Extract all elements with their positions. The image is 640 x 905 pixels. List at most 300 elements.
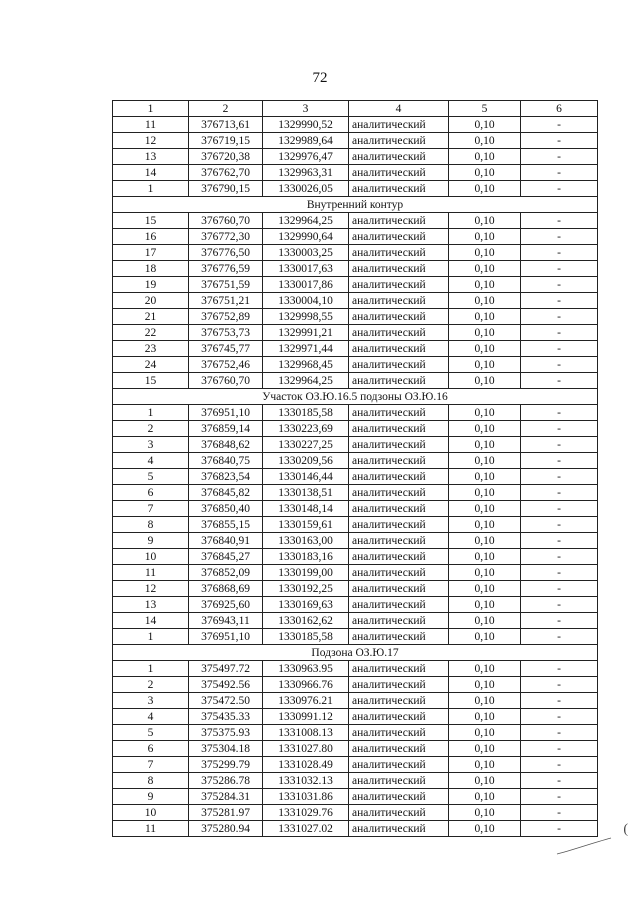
cell-col-6: -: [521, 501, 598, 517]
cell-col-4: аналитический: [349, 677, 449, 693]
cell-col-4: аналитический: [349, 245, 449, 261]
table-row: [113, 613, 598, 629]
table-row: [113, 469, 598, 485]
cell-col-4: аналитический: [349, 501, 449, 517]
cell-col-6: -: [521, 453, 598, 469]
cell-col-1: 4: [113, 709, 189, 725]
cell-col-2: 376745,77: [189, 341, 263, 357]
cell-col-3: 1331028.49: [263, 757, 349, 773]
cell-col-2: 375304.18: [189, 741, 263, 757]
table-row: [113, 421, 598, 437]
cell-col-2: 375497.72: [189, 661, 263, 677]
cell-col-1: 3: [113, 693, 189, 709]
cell-col-4: аналитический: [349, 629, 449, 645]
cell-col-5: 0,10: [449, 485, 521, 501]
cell-col-6: -: [521, 805, 598, 821]
cell-col-5: 0,10: [449, 805, 521, 821]
section-title: Подзона ОЗ.Ю.17: [113, 645, 598, 661]
table-row: [113, 581, 598, 597]
cell-col-4: аналитический: [349, 213, 449, 229]
cell-col-1: 12: [113, 133, 189, 149]
cell-col-5: 0,10: [449, 261, 521, 277]
cell-col-2: 375284.31: [189, 789, 263, 805]
cell-col-2: 375299.79: [189, 757, 263, 773]
cell-col-3: 1329991,21: [263, 325, 349, 341]
table-row: [113, 517, 598, 533]
cell-col-3: 1330223,69: [263, 421, 349, 437]
cell-col-2: 375492.56: [189, 677, 263, 693]
cell-col-1: 1: [113, 101, 189, 117]
cell-col-5: 0,10: [449, 165, 521, 181]
table-row: [113, 117, 598, 133]
cell-col-3: 1330185,58: [263, 405, 349, 421]
cell-col-2: 376951,10: [189, 405, 263, 421]
cell-col-6: -: [521, 725, 598, 741]
cell-col-1: 13: [113, 597, 189, 613]
cell-col-5: 0,10: [449, 757, 521, 773]
cell-col-1: 11: [113, 821, 189, 837]
cell-col-6: -: [521, 581, 598, 597]
cell-col-1: 1: [113, 661, 189, 677]
cell-col-2: 376845,27: [189, 549, 263, 565]
table-row: [113, 165, 598, 181]
section-row-plot: [113, 389, 598, 405]
cell-col-1: 7: [113, 501, 189, 517]
cell-col-5: 0,10: [449, 725, 521, 741]
coordinates-table: [112, 100, 598, 837]
cell-col-5: 0,10: [449, 661, 521, 677]
cell-col-4: аналитический: [349, 341, 449, 357]
cell-col-5: 0,10: [449, 309, 521, 325]
cell-col-6: -: [521, 437, 598, 453]
cell-col-1: 4: [113, 453, 189, 469]
cell-col-5: 0,10: [449, 821, 521, 837]
cell-col-6: -: [521, 405, 598, 421]
cell-col-6: -: [521, 245, 598, 261]
cell-col-1: 17: [113, 245, 189, 261]
cell-col-6: -: [521, 213, 598, 229]
cell-col-4: аналитический: [349, 757, 449, 773]
cell-col-2: 375280.94: [189, 821, 263, 837]
cell-col-6: -: [521, 565, 598, 581]
cell-col-6: -: [521, 773, 598, 789]
cell-col-6: -: [521, 341, 598, 357]
cell-col-5: 0,10: [449, 581, 521, 597]
cell-col-2: 376753,73: [189, 325, 263, 341]
cell-col-2: 376943,11: [189, 613, 263, 629]
cell-col-2: 376845,82: [189, 485, 263, 501]
cell-col-4: аналитический: [349, 229, 449, 245]
cell-col-3: 1330138,51: [263, 485, 349, 501]
cell-col-1: 1: [113, 405, 189, 421]
cell-col-4: аналитический: [349, 277, 449, 293]
cell-col-4: аналитический: [349, 165, 449, 181]
cell-col-3: 1329968,45: [263, 357, 349, 373]
cell-col-4: аналитический: [349, 373, 449, 389]
cell-col-2: 376859,14: [189, 421, 263, 437]
cell-col-3: 1330163,00: [263, 533, 349, 549]
cell-col-4: аналитический: [349, 325, 449, 341]
page-number: 72: [312, 70, 328, 86]
cell-col-5: 0,10: [449, 277, 521, 293]
cell-col-4: аналитический: [349, 773, 449, 789]
cell-col-5: 0,10: [449, 469, 521, 485]
cell-col-4: аналитический: [349, 453, 449, 469]
cell-col-1: 9: [113, 533, 189, 549]
cell-col-6: -: [521, 117, 598, 133]
cell-col-2: 376823,54: [189, 469, 263, 485]
cell-col-6: -: [521, 357, 598, 373]
cell-col-3: 1330183,16: [263, 549, 349, 565]
cell-col-3: 1330199,00: [263, 565, 349, 581]
cell-col-3: 1329998,55: [263, 309, 349, 325]
table-row: [113, 677, 598, 693]
cell-col-5: 0,10: [449, 117, 521, 133]
cell-col-4: аналитический: [349, 533, 449, 549]
cell-col-3: 1330169,63: [263, 597, 349, 613]
cell-col-1: 6: [113, 485, 189, 501]
cell-col-1: 9: [113, 789, 189, 805]
table-row: [113, 789, 598, 805]
signature-mark: [555, 836, 615, 858]
cell-col-4: аналитический: [349, 565, 449, 581]
cell-col-4: аналитический: [349, 821, 449, 837]
cell-col-6: -: [521, 373, 598, 389]
cell-col-3: 1329990,52: [263, 117, 349, 133]
cell-col-4: аналитический: [349, 693, 449, 709]
cell-col-4: аналитический: [349, 181, 449, 197]
cell-col-3: 1329990,64: [263, 229, 349, 245]
cell-col-3: 1330209,56: [263, 453, 349, 469]
table-row: [113, 181, 598, 197]
cell-col-4: аналитический: [349, 789, 449, 805]
cell-col-6: -: [521, 325, 598, 341]
section-title: Внутренний контур: [113, 197, 598, 213]
cell-col-5: 0,10: [449, 453, 521, 469]
cell-col-5: 0,10: [449, 149, 521, 165]
cell-col-1: 10: [113, 805, 189, 821]
cell-col-1: 14: [113, 165, 189, 181]
cell-col-6: -: [521, 149, 598, 165]
cell-col-4: аналитический: [349, 309, 449, 325]
cell-col-2: 376752,89: [189, 309, 263, 325]
cell-col-5: 0,10: [449, 549, 521, 565]
cell-col-2: 376752,46: [189, 357, 263, 373]
cell-col-3: 1330192,25: [263, 581, 349, 597]
cell-col-5: 0,10: [449, 629, 521, 645]
cell-col-2: 376776,59: [189, 261, 263, 277]
cell-col-6: -: [521, 485, 598, 501]
cell-col-2: 376760,70: [189, 213, 263, 229]
cell-col-5: 0,10: [449, 693, 521, 709]
table-row: [113, 821, 598, 837]
cell-col-3: 1330185,58: [263, 629, 349, 645]
cell-col-4: аналитический: [349, 661, 449, 677]
cell-col-4: аналитический: [349, 581, 449, 597]
cell-col-3: 1330227,25: [263, 437, 349, 453]
cell-col-5: 0,10: [449, 133, 521, 149]
cell-col-6: -: [521, 677, 598, 693]
cell-col-5: 0,10: [449, 405, 521, 421]
table-row: [113, 501, 598, 517]
cell-col-6: -: [521, 709, 598, 725]
cell-col-6: -: [521, 549, 598, 565]
cell-col-2: 375375.93: [189, 725, 263, 741]
table-header-row: [113, 101, 598, 117]
cell-col-4: аналитический: [349, 117, 449, 133]
cell-col-4: аналитический: [349, 261, 449, 277]
table-row: [113, 533, 598, 549]
cell-col-3: 1329976,47: [263, 149, 349, 165]
table-row: [113, 373, 598, 389]
cell-col-6: -: [521, 757, 598, 773]
cell-col-2: 376855,15: [189, 517, 263, 533]
cell-col-3: 1329963,31: [263, 165, 349, 181]
table-row: [113, 357, 598, 373]
cell-col-3: 1330159,61: [263, 517, 349, 533]
cell-col-4: аналитический: [349, 405, 449, 421]
cell-col-3: 1331031.86: [263, 789, 349, 805]
cell-col-6: -: [521, 229, 598, 245]
cell-col-5: 0,10: [449, 245, 521, 261]
table-row: [113, 565, 598, 581]
cell-col-6: -: [521, 293, 598, 309]
cell-col-2: 376925,60: [189, 597, 263, 613]
cell-col-1: 7: [113, 757, 189, 773]
cell-col-5: 0,10: [449, 709, 521, 725]
cell-col-6: -: [521, 277, 598, 293]
cell-col-1: 20: [113, 293, 189, 309]
cell-col-3: 1330976.21: [263, 693, 349, 709]
cell-col-1: 6: [113, 741, 189, 757]
cell-col-3: 1330003,25: [263, 245, 349, 261]
cell-col-6: -: [521, 309, 598, 325]
cell-col-5: 0,10: [449, 501, 521, 517]
cell-col-4: 4: [349, 101, 449, 117]
cell-col-3: 1330026,05: [263, 181, 349, 197]
cell-col-2: 375281.97: [189, 805, 263, 821]
cell-col-1: 3: [113, 437, 189, 453]
cell-col-5: 0,10: [449, 181, 521, 197]
cell-col-3: 1330966.76: [263, 677, 349, 693]
cell-col-2: 376848,62: [189, 437, 263, 453]
table-row: [113, 453, 598, 469]
cell-col-3: 1329964,25: [263, 213, 349, 229]
cell-col-2: 376790,15: [189, 181, 263, 197]
cell-col-6: -: [521, 165, 598, 181]
section-row-inner-contour: [113, 197, 598, 213]
cell-col-6: -: [521, 181, 598, 197]
cell-col-2: 376751,21: [189, 293, 263, 309]
cell-col-6: -: [521, 517, 598, 533]
cell-col-6: -: [521, 133, 598, 149]
table-row: [113, 773, 598, 789]
table-row: [113, 485, 598, 501]
cell-col-2: 376713,61: [189, 117, 263, 133]
table-row: [113, 741, 598, 757]
cell-col-1: 2: [113, 421, 189, 437]
cell-col-2: 376720,38: [189, 149, 263, 165]
cell-col-5: 0,10: [449, 677, 521, 693]
table-row: [113, 757, 598, 773]
cell-col-1: 8: [113, 773, 189, 789]
cell-col-2: 376772,30: [189, 229, 263, 245]
cell-col-1: 24: [113, 357, 189, 373]
cell-col-4: аналитический: [349, 517, 449, 533]
cell-col-3: 1330004,10: [263, 293, 349, 309]
table-row: [113, 597, 598, 613]
cell-col-6: -: [521, 821, 598, 837]
cell-col-1: 12: [113, 581, 189, 597]
cell-col-6: -: [521, 597, 598, 613]
cell-col-3: 1330991.12: [263, 709, 349, 725]
cell-col-3: 1330963.95: [263, 661, 349, 677]
cell-col-1: 23: [113, 341, 189, 357]
cell-col-2: 376850,40: [189, 501, 263, 517]
section-title: Участок ОЗ.Ю.16.5 подзоны ОЗ.Ю.16: [113, 389, 598, 405]
table-row: [113, 277, 598, 293]
cell-col-6: -: [521, 629, 598, 645]
cell-col-2: 376868,69: [189, 581, 263, 597]
section-row-subzone: [113, 645, 598, 661]
cell-col-4: аналитический: [349, 133, 449, 149]
cell-col-5: 0,10: [449, 357, 521, 373]
cell-col-3: 1331032.13: [263, 773, 349, 789]
cell-col-4: аналитический: [349, 421, 449, 437]
table-row: [113, 805, 598, 821]
table-row: [113, 133, 598, 149]
cell-col-5: 0,10: [449, 437, 521, 453]
cell-col-4: аналитический: [349, 805, 449, 821]
cell-col-6: -: [521, 469, 598, 485]
cell-col-3: 3: [263, 101, 349, 117]
cell-col-2: 376852,09: [189, 565, 263, 581]
cell-col-3: 1331029.76: [263, 805, 349, 821]
cell-col-5: 0,10: [449, 789, 521, 805]
cell-col-4: аналитический: [349, 437, 449, 453]
cell-col-5: 0,10: [449, 773, 521, 789]
table-row: [113, 341, 598, 357]
cell-col-5: 0,10: [449, 517, 521, 533]
cell-col-1: 15: [113, 213, 189, 229]
cell-col-6: -: [521, 741, 598, 757]
table-row: [113, 229, 598, 245]
cell-col-1: 1: [113, 629, 189, 645]
cell-col-6: -: [521, 789, 598, 805]
cell-col-6: -: [521, 613, 598, 629]
cell-col-3: 1331027.80: [263, 741, 349, 757]
cell-col-3: 1329989,64: [263, 133, 349, 149]
table-row: [113, 725, 598, 741]
cell-col-3: 1329971,44: [263, 341, 349, 357]
cell-col-4: аналитический: [349, 709, 449, 725]
table-row: [113, 293, 598, 309]
cell-col-5: 0,10: [449, 533, 521, 549]
cell-col-1: 8: [113, 517, 189, 533]
cell-col-1: 13: [113, 149, 189, 165]
cell-col-3: 1331008.13: [263, 725, 349, 741]
cell-col-4: аналитический: [349, 741, 449, 757]
cell-col-3: 1330146,44: [263, 469, 349, 485]
table-row: [113, 213, 598, 229]
cell-col-6: -: [521, 533, 598, 549]
cell-col-5: 0,10: [449, 613, 521, 629]
table-row: [113, 437, 598, 453]
cell-col-3: 1330017,63: [263, 261, 349, 277]
cell-col-1: 11: [113, 565, 189, 581]
table-row: [113, 325, 598, 341]
table-row: [113, 261, 598, 277]
cell-col-1: 14: [113, 613, 189, 629]
cell-col-5: 0,10: [449, 741, 521, 757]
cell-col-5: 0,10: [449, 325, 521, 341]
table-row: [113, 693, 598, 709]
cell-col-5: 0,10: [449, 229, 521, 245]
cell-col-2: 376951,10: [189, 629, 263, 645]
cell-col-2: 376751,59: [189, 277, 263, 293]
cell-col-1: 11: [113, 117, 189, 133]
cell-col-5: 0,10: [449, 421, 521, 437]
cell-col-4: аналитический: [349, 549, 449, 565]
cell-col-3: 1331027.02: [263, 821, 349, 837]
cell-col-2: 2: [189, 101, 263, 117]
cell-col-5: 0,10: [449, 565, 521, 581]
table-row: [113, 549, 598, 565]
margin-mark: (: [623, 822, 628, 837]
cell-col-2: 376719,15: [189, 133, 263, 149]
cell-col-2: 376840,75: [189, 453, 263, 469]
cell-col-5: 5: [449, 101, 521, 117]
cell-col-3: 1330017,86: [263, 277, 349, 293]
cell-col-4: аналитический: [349, 469, 449, 485]
cell-col-5: 0,10: [449, 373, 521, 389]
cell-col-3: 1330148,14: [263, 501, 349, 517]
table-row: [113, 629, 598, 645]
cell-col-6: -: [521, 261, 598, 277]
cell-col-6: -: [521, 661, 598, 677]
cell-col-6: -: [521, 693, 598, 709]
cell-col-2: 375286.78: [189, 773, 263, 789]
cell-col-5: 0,10: [449, 341, 521, 357]
cell-col-4: аналитический: [349, 613, 449, 629]
cell-col-2: 376760,70: [189, 373, 263, 389]
cell-col-1: 18: [113, 261, 189, 277]
cell-col-5: 0,10: [449, 213, 521, 229]
cell-col-4: аналитический: [349, 485, 449, 501]
cell-col-2: 375472.50: [189, 693, 263, 709]
cell-col-1: 1: [113, 181, 189, 197]
cell-col-2: 376776,50: [189, 245, 263, 261]
cell-col-1: 21: [113, 309, 189, 325]
table-row: [113, 245, 598, 261]
table-row: [113, 309, 598, 325]
cell-col-1: 5: [113, 469, 189, 485]
cell-col-2: 376840,91: [189, 533, 263, 549]
cell-col-4: аналитический: [349, 149, 449, 165]
cell-col-6: -: [521, 421, 598, 437]
cell-col-2: 375435.33: [189, 709, 263, 725]
cell-col-3: 1330162,62: [263, 613, 349, 629]
cell-col-1: 5: [113, 725, 189, 741]
cell-col-4: аналитический: [349, 725, 449, 741]
cell-col-1: 19: [113, 277, 189, 293]
cell-col-4: аналитический: [349, 293, 449, 309]
cell-col-1: 16: [113, 229, 189, 245]
table-row: [113, 709, 598, 725]
cell-col-5: 0,10: [449, 597, 521, 613]
cell-col-2: 376762,70: [189, 165, 263, 181]
cell-col-5: 0,10: [449, 293, 521, 309]
